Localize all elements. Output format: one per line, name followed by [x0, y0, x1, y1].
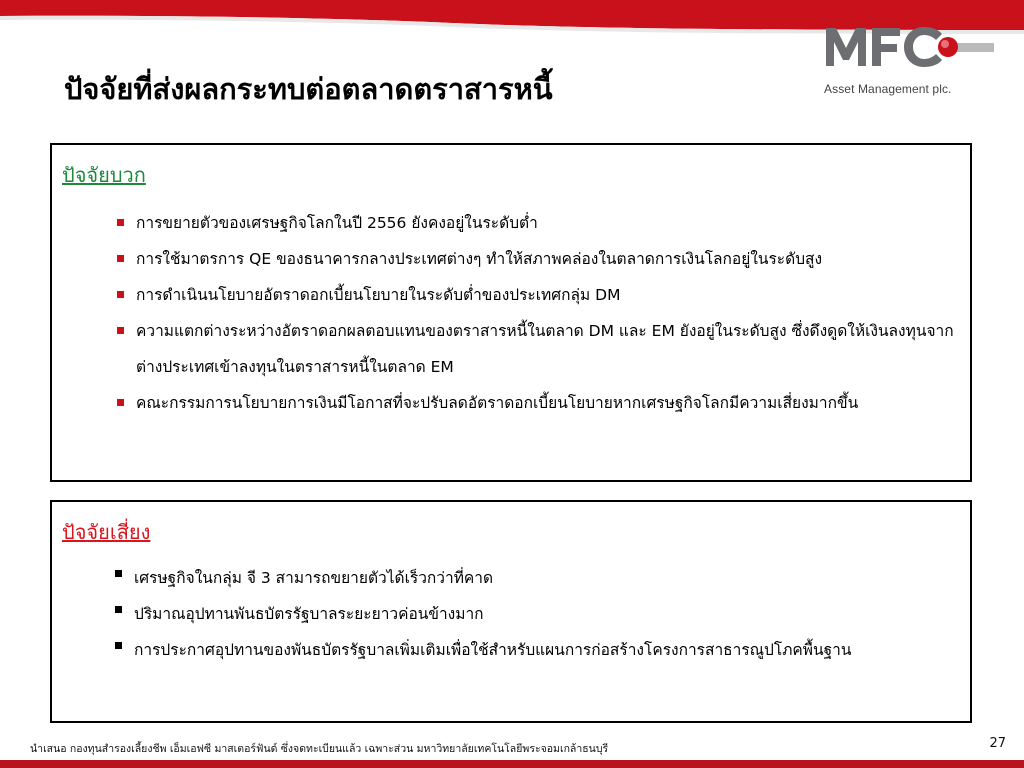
positive-factors-heading: ปัจจัยบวก — [62, 163, 146, 187]
risk-factors-heading: ปัจจัยเสี่ยง — [62, 520, 151, 544]
mfc-logo-mark — [820, 16, 1010, 86]
list-item: คณะกรรมการนโยบายการเงินมีโอกาสที่จะปรับลดอัตราดอกเบี้ยนโยบายหากเศรษฐกิจโลกมีความเสี่ยงมากขึ้น — [116, 385, 966, 421]
risk-factors-list — [114, 560, 964, 668]
risk-factors-panel — [50, 500, 972, 723]
page-number: 27 — [989, 736, 1006, 751]
footer-note: นำเสนอ กองทุนสำรองเลี้ยงชีพ เอ็มเอฟซี มาสเตอร์ฟันด์ ซึ่งจดทะเบียนแล้ว เฉพาะส่วน มหาวิทยาลัยเทคโนโลยีพระจอมเกล้าธนบุรี — [30, 743, 609, 755]
list-item: การดำเนินนโยบายอัตราดอกเบี้ยนโยบายในระดับต่ำของประเทศกลุ่ม DM — [116, 277, 966, 313]
bottom-red-band — [0, 760, 1024, 768]
list-item: เศรษฐกิจในกลุ่ม จี 3 สามารถขยายตัวได้เร็วกว่าที่คาด — [114, 560, 964, 596]
list-item: ปริมาณอุปทานพันธบัตรรัฐบาลระยะยาวค่อนข้างมาก — [114, 596, 964, 632]
brand-tagline: Asset Management plc. — [824, 82, 952, 96]
positive-factors-list — [116, 205, 966, 421]
page-title: ปัจจัยที่ส่งผลกระทบต่อตลาดตราสารหนี้ — [64, 72, 553, 106]
positive-factors-panel — [50, 143, 972, 482]
list-item: การขยายตัวของเศรษฐกิจโลกในปี 2556 ยังคงอยู่ในระดับต่ำ — [116, 205, 966, 241]
list-item: การประกาศอุปทานของพันธบัตรรัฐบาลเพิ่มเติมเพื่อใช้สำหรับแผนการก่อสร้างโครงการสาธารณูปโภคพื้นฐาน — [114, 632, 964, 668]
list-item: การใช้มาตรการ QE ของธนาคารกลางประเทศต่างๆ ทำให้สภาพคล่องในตลาดการเงินโลกอยู่ในระดับสูง — [116, 241, 966, 277]
list-item: ความแตกต่างระหว่างอัตราดอกผลตอบแทนของตราสารหนี้ในตลาด DM และ EM ยังอยู่ในระดับสูง ซึ่งดึงดูดให้เงินลงทุนจากต่างประเทศเข้าลงทุนในตราสารหนี้ในตลาด EM — [116, 313, 966, 385]
